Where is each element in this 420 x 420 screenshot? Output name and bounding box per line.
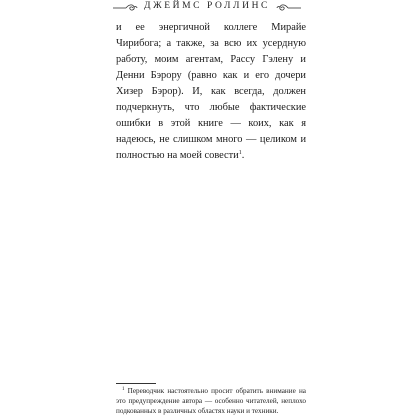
footnote-marker: 1 [122, 387, 125, 392]
paragraph: и ее энергичной коллеге Мирайе Чирибога; а также, за всю их усердную работу, моим агентам, Рассу Гэлену и Денни Бэрору (равно как и его дочери Хизер Бэрор). И, как всегда, должен подчеркнуть, что любые фактические ошибки в этой книге — коих, как я надеюсь, не слишком много — целиком и полностью на моей совести$^1$. [116, 22, 306, 161]
main-text [116, 20, 306, 164]
right-ornament-icon [276, 3, 302, 13]
footnote [116, 386, 306, 416]
running-head: ДЖЕЙМС РОЛЛИНС [144, 1, 270, 11]
footnote-text: Переводчик настоятельно просит обратить внимание на это предупреждение автора — особенно читателей, неплохо подкованных в различных областях науки и техники. [116, 387, 306, 415]
page-header [0, 0, 420, 22]
footnote-divider [116, 383, 156, 384]
left-ornament-icon [112, 3, 138, 13]
paragraph-text: и ее энергичной коллеге Мирайе Чирибога; а также, за всю их усердную работу, моим агентам, Рассу Гэлену и Денни Бэрору (равно как и его дочери Хизер Бэрор). И, как всегда, должен подчеркнуть, что любые фактические ошибки в этой книге — коих, как я надеюсь, не слишком много — целиком и полностью на моей совести [116, 22, 306, 161]
footnote-reference[interactable]: 1 [238, 150, 242, 156]
